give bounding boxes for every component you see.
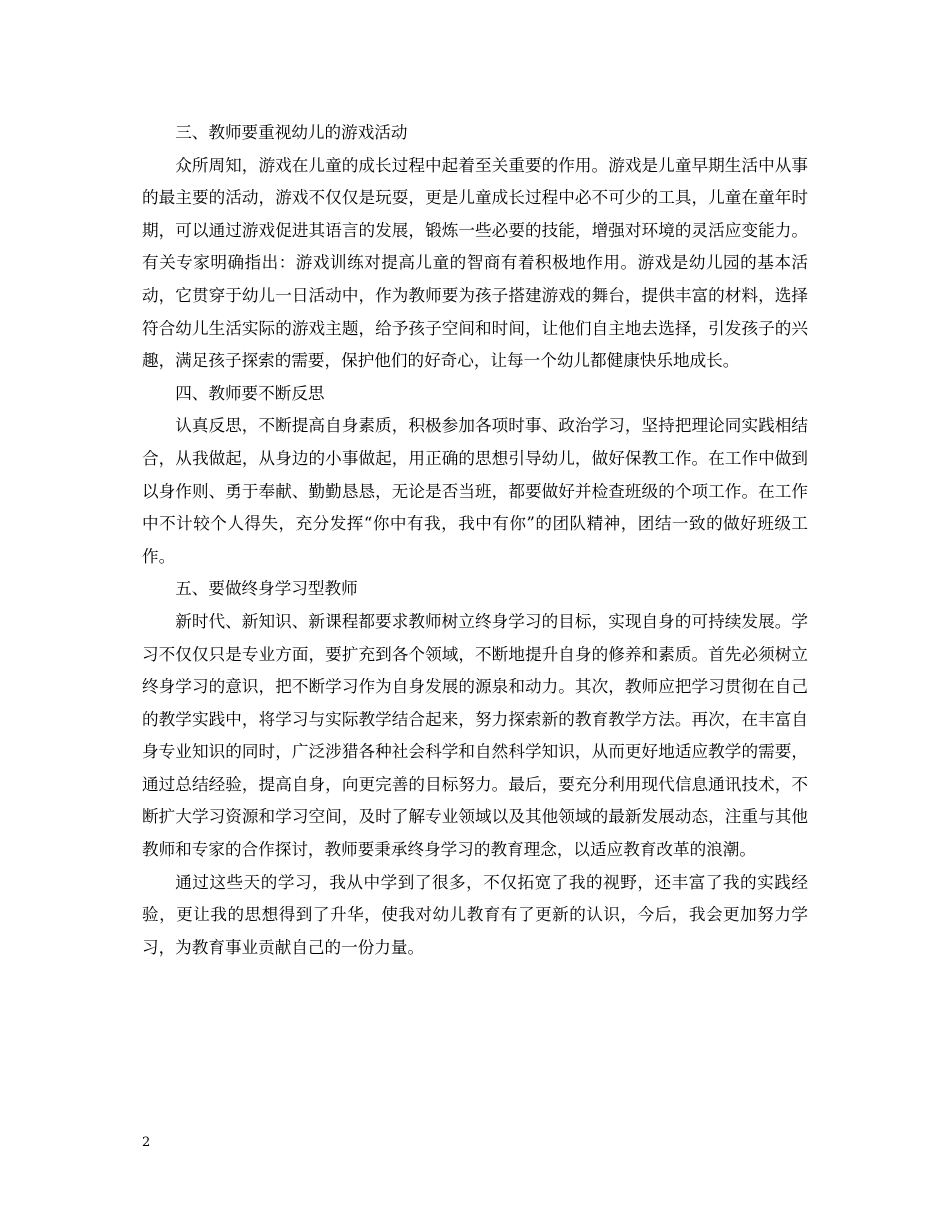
paragraph-conclusion: 通过这些天的学习，我从中学到了很多，不仅拓宽了我的视野，还丰富了我的实践经验，更让我的思想得到了升华，使我对幼儿教育有了更新的认识，今后，我会更加努力学习，为教育事业贡献自己的一份力量。 bbox=[142, 872, 808, 957]
section-heading-5: 五、要做终身学习型教师 bbox=[175, 579, 358, 599]
paragraph-lifelong-learning: 新时代、新知识、新课程都要求教师树立终身学习的目标，实现自身的可持续发展。学习不仅仅只是专业方面，要扩充到各个领域，不断地提升自身的修养和素质。首先必须树立终身学习的意识，把不断学习作为自身发展的源泉和动力。其次，教师应把学习贯彻在自己的教学实践中，将学习与实际教学结合起来，努力探索新的教育教学方法。再次，在丰富自身专业知识的同时，广泛涉猎各种社会科学和自然科学知识，从而更好地适应教学的需要，通过总结经验，提高自身，向更完善的目标努力。最后，要充分利用现代信息通讯技术，不断扩大学习资源和学习空间，及时了解专业领域以及其他领域的最新发展动态，注重与其他教师和专家的合作探讨，教师要秉承终身学习的教育理念，以适应教育改革的浪潮。 bbox=[142, 611, 808, 860]
paragraph-games: 众所周知，游戏在儿童的成长过程中起着至关重要的作用。游戏是儿童早期生活中从事的最主要的活动，游戏不仅仅是玩耍，更是儿童成长过程中必不可少的工具，儿童在童年时期，可以通过游戏促进其语言的发展，锻炼一些必要的技能，增强对环境的灵活应变能力。有关专家明确指出：游戏训练对提高儿童的智商有着积极地作用。游戏是幼儿园的基本活动，它贯穿于幼儿一日活动中，作为教师要为孩子搭建游戏的舞台，提供丰富的材料，选择符合幼儿生活实际的游戏主题，给予孩子空间和时间，让他们自主地去选择，引发孩子的兴趣，满足孩子探索的需要，保护他们的好奇心，让每一个幼儿都健康快乐地成长。 bbox=[142, 155, 808, 371]
section-heading-3: 三、教师要重视幼儿的游戏活动 bbox=[175, 123, 408, 142]
page-number: 2 bbox=[142, 1135, 151, 1150]
document-body bbox=[142, 117, 808, 964]
paragraph-reflection: 认真反思，不断提高自身素质，积极参加各项时事、政治学习，坚持把理论同实践相结合，从我做起，从身边的小事做起，用正确的思想引导幼儿，做好保教工作。在工作中做到以身作则、勇于奉献、勤勤恳恳，无论是否当班，都要做好并检查班级的个项工作。在工作中不计较个人得失，充分发挥“你中有我，我中有你”的团队精神，团结一致的做好班级工作。 bbox=[142, 416, 808, 566]
section-heading-4: 四、教师要不断反思 bbox=[175, 383, 325, 403]
